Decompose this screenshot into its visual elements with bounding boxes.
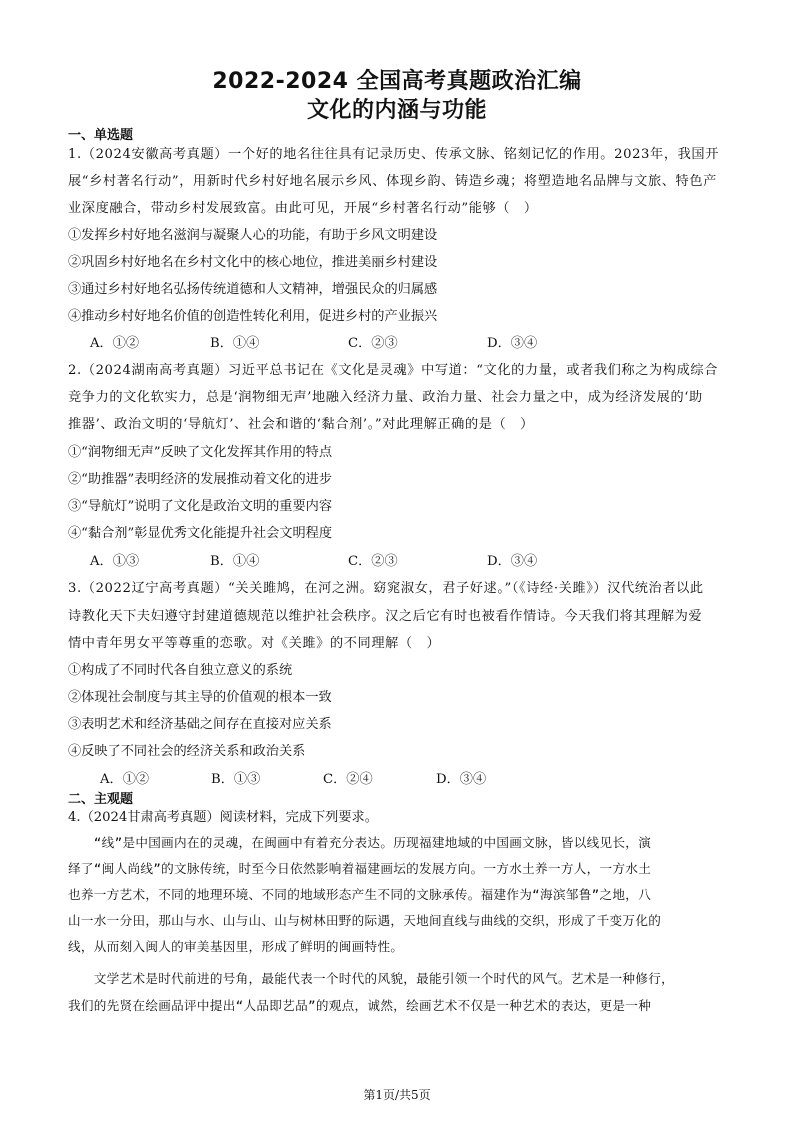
q2-stem-line: 推器’、政治文明的‘导航灯’、社会和谐的‘黏合剂’。”对此理解正确的是（ ） xyxy=(68,417,534,432)
q3-option-b[interactable]: B．①③ xyxy=(211,772,261,787)
q4-material-line: 线，从而刻入闽人的审美基因里，形成了鲜明的闽画特性。 xyxy=(68,939,404,954)
q1-stem-line: 1.（2024安徽高考真题）一个好的地名往往具有记录历史、传承文脉、铭刻记忆的作用。2023年，我国开 xyxy=(68,147,719,162)
q2-option-b[interactable]: B．①④ xyxy=(210,554,260,569)
q3-statement: ②体现社会制度与其主导的价值观的根本一致 xyxy=(68,690,332,705)
q1-statement: ②巩固乡村好地名在乡村文化中的核心地位，推进美丽乡村建设 xyxy=(68,255,438,270)
q2-stem-line: 2.（2024湖南高考真题）习近平总书记在《文化是灵魂》中写道：“文化的力量，或者我们称之为构成综合 xyxy=(68,363,718,378)
q2-option-c[interactable]: C．②③ xyxy=(348,554,398,569)
q3-option-d[interactable]: D．③④ xyxy=(436,772,487,787)
q1-statement: ③通过乡村好地名弘扬传统道德和人文精神，增强民众的归属感 xyxy=(68,282,438,297)
q1-statement: ①发挥乡村好地名滋润与凝聚人心的功能，有助于乡风文明建设 xyxy=(68,228,438,243)
q3-stem-line: 诗教化天下夫妇遵守封建道德规范以维护社会秩序。汉之后它有时也被看作情诗。今天我们将其理解为爱 xyxy=(68,609,703,624)
q4-material-line: 山一水一分田，那山与水、山与山、山与树林田野的际遇，天地间直线与曲线的交织，形成了千变万化的 xyxy=(68,913,662,928)
document-subtitle: 文化的内涵与功能 xyxy=(306,98,487,123)
q2-statement: ①“润物细无声”反映了文化发挥其作用的特点 xyxy=(68,445,333,460)
q4-material-line: 也养一方艺术，不同的地理环境、不同的地域形态产生不同的文脉承传。福建作为“海滨邹鲁”之地，八 xyxy=(68,887,652,902)
q2-statement: ③“导航灯”说明了文化是政治文明的重要内容 xyxy=(68,499,333,514)
q3-stem-line: 情中青年男女平等尊重的恋歌。对《关雎》的不同理解（ ） xyxy=(68,636,441,651)
q3-statement: ③表明艺术和经济基础之间存在直接对应关系 xyxy=(68,717,332,732)
q4-material-line: 我们的先贤在绘画品评中提出“人品即艺品”的观点，诚然，绘画艺术不仅是一种艺术的表达，更是一种 xyxy=(68,998,652,1013)
q1-option-b[interactable]: B．①④ xyxy=(210,336,260,351)
q4-intro: 4.（2024甘肃高考真题）阅读材料，完成下列要求。 xyxy=(68,810,378,825)
q4-material-line: 绎了“闽人尚线”的文脉传统，时至今日依然影响着福建画坛的发展方向。一方水土养一方人，一方水土 xyxy=(68,861,652,876)
q1-stem-line: 展“乡村著名行动”，用新时代乡村好地名展示乡风、体现乡韵、铸造乡魂；将塑造地名品牌与文旅、特色产 xyxy=(68,174,717,189)
q2-statement: ②“助推器”表明经济的发展推动着文化的进步 xyxy=(68,472,333,487)
q1-statement: ④推动乡村好地名价值的创造性转化利用，促进乡村的产业振兴 xyxy=(68,309,438,324)
q4-material-line: 文学艺术是时代前进的号角，最能代表一个时代的风貌，最能引领一个时代的风气。艺术是一种修行， xyxy=(68,971,675,986)
page-footer: 第1页/共5页 xyxy=(363,1088,431,1102)
q1-option-d[interactable]: D．③④ xyxy=(487,336,538,351)
q2-statement: ④“黏合剂”彰显优秀文化能提升社会文明程度 xyxy=(68,526,333,541)
document-title: 2022-2024 全国高考真题政治汇编 xyxy=(212,69,582,94)
q3-option-a[interactable]: A．①② xyxy=(100,772,150,787)
q4-material-line: “线”是中国画内在的灵魂，在闽画中有着充分表达。历现福建地域的中国画文脉，皆以线见长，演 xyxy=(68,835,652,850)
q3-statement: ①构成了不同时代各自独立意义的系统 xyxy=(68,663,293,678)
q1-option-c[interactable]: C．②③ xyxy=(348,336,398,351)
q2-option-d[interactable]: D．③④ xyxy=(487,554,538,569)
q1-stem-line: 业深度融合，带动乡村发展致富。由此可见，开展“乡村著名行动”能够（ ） xyxy=(68,201,538,216)
section-heading-single-choice: 一、单选题 xyxy=(68,128,134,143)
q3-stem-line: 3.（2022辽宁高考真题）“关关雎鸠，在河之洲。窈窕淑女，君子好逑。”（《诗经·关雎》）汉代统治者以此 xyxy=(68,581,704,596)
section-heading-subjective: 二、主观题 xyxy=(68,792,134,807)
q3-option-c[interactable]: C．②④ xyxy=(323,772,373,787)
q3-statement: ④反映了不同社会的经济关系和政治关系 xyxy=(68,744,306,759)
q2-stem-line: 竞争力的文化软实力，总是‘润物细无声’地融入经济力量、政治力量、社会力量之中，成为经济发展的‘助 xyxy=(68,390,703,405)
q1-option-a[interactable]: A．①② xyxy=(90,336,140,351)
q2-option-a[interactable]: A．①③ xyxy=(90,554,140,569)
